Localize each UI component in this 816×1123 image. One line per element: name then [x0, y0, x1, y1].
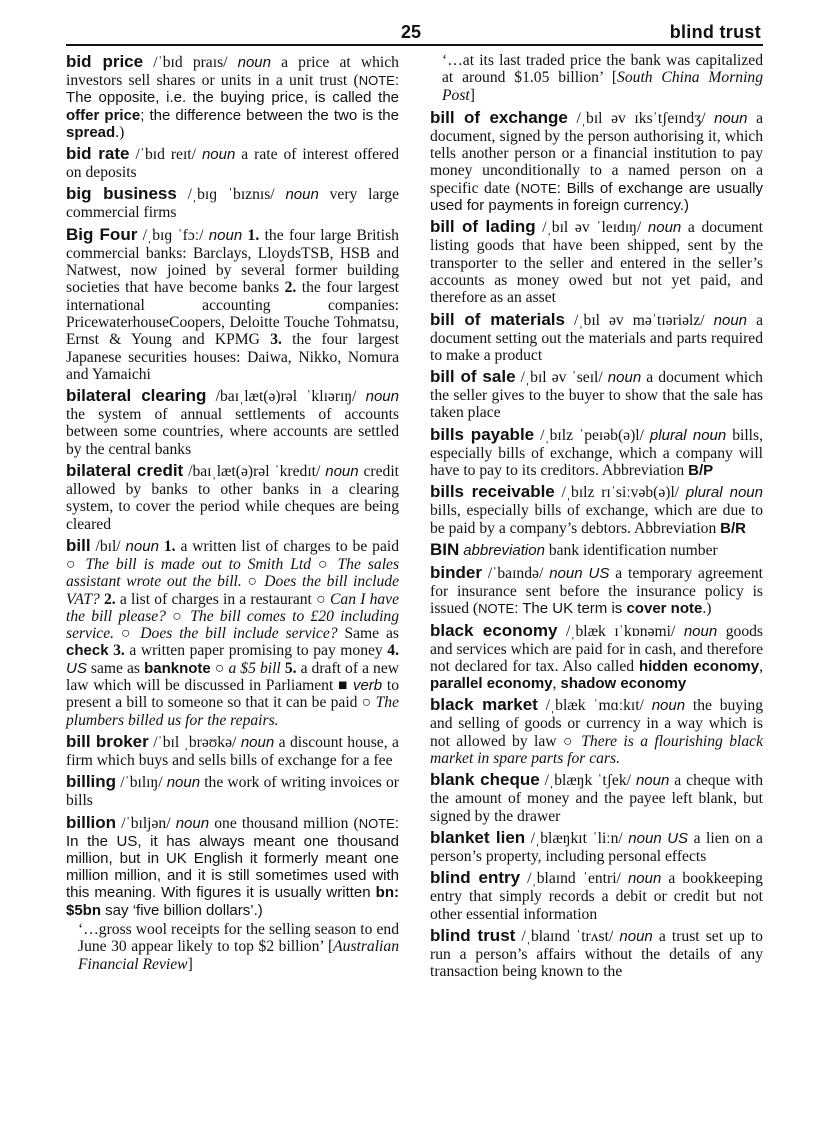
headword: bill of materials: [430, 309, 565, 329]
headword: Big Four: [66, 224, 138, 244]
page-header: [66, 20, 763, 46]
definition: the buying and selling of goods or currency in a way which is not allowed by law: [430, 697, 764, 750]
pronunciation: /ˌbɪɡ ˈfɔː/: [142, 226, 204, 244]
part-of-speech: noun: [651, 697, 686, 715]
headword: bill: [66, 535, 91, 555]
definition: the system of annual settlements of accounts between some countries, where accounts are settled by the central banks: [66, 406, 399, 458]
cross-reference: parallel economy: [430, 675, 553, 693]
dictionary-entry: [66, 225, 399, 383]
headword: billing: [66, 772, 117, 792]
citation-quote: [66, 921, 399, 973]
headword: blind trust: [430, 925, 516, 945]
note-label: NOTE: [520, 180, 557, 196]
headword: big business: [66, 184, 177, 204]
headword: billion: [66, 812, 117, 832]
headword: bilateral clearing: [66, 386, 207, 406]
dictionary-entry: [430, 563, 763, 618]
dictionary-entry: [430, 868, 763, 923]
headword: BIN: [430, 539, 460, 559]
part-of-speech: noun: [237, 54, 271, 71]
dictionary-entry: [66, 732, 399, 769]
headword: bill of exchange: [430, 107, 568, 127]
part-of-speech: noun: [627, 870, 662, 888]
headword: bid rate: [66, 144, 130, 164]
definition: a draft of a new law which will be discussed in Parliament: [66, 659, 400, 695]
part-of-speech: noun: [714, 109, 748, 127]
headword: black economy: [430, 620, 558, 640]
pronunciation: /ˌbɪɡ ˈbɪznɪs/: [187, 186, 275, 204]
part-of-speech: noun: [635, 772, 670, 790]
pronunciation: /ˌbɪlz ˈpeɪəb(ə)l/: [540, 426, 644, 444]
dictionary-entry: [66, 813, 399, 973]
part-of-speech: abbreviation: [463, 541, 545, 559]
example: The bill is made out to Smith Ltd: [85, 555, 312, 573]
cross-reference: banknote: [144, 659, 211, 677]
cross-reference: shadow economy: [560, 675, 687, 693]
example: a $5 bill: [228, 659, 281, 677]
note-text: : The UK term is: [514, 600, 627, 618]
headword: blank cheque: [430, 770, 540, 790]
headword: binder: [430, 562, 482, 582]
definition: a price at which investors sell shares or units in a unit trust (: [66, 54, 399, 89]
sense-number: 1.: [247, 226, 260, 244]
cross-reference: cover note: [626, 600, 703, 618]
definition: a temporary agreement for insurance sent before the insurance policy is issued (: [430, 564, 763, 618]
pronunciation: /ˌbɪlz rɪˈsiːvəb(ə)l/: [561, 484, 680, 502]
part-of-speech: plural noun: [649, 426, 727, 444]
note-text: say ‘five billion dollars’.): [101, 901, 263, 919]
part-of-speech: noun: [647, 219, 682, 237]
headword: bills payable: [430, 424, 535, 444]
example-separator: ○: [247, 573, 259, 591]
part-of-speech: noun: [208, 226, 243, 244]
definition: the four largest international accounting companies: PricewaterhouseCoopers, Deloitte Touche Tohmatsu, Ernst & Young and KPMG: [66, 279, 399, 349]
usage-label: US: [667, 829, 689, 847]
pronunciation: /bɪl/: [95, 537, 121, 555]
dictionary-entry: [430, 482, 763, 537]
pronunciation: /ˌblæŋkɪt ˈliːn/: [530, 829, 623, 847]
headword: bills receivable: [430, 482, 555, 502]
quote-text: ‘…gross wool receipts for the selling season to end June 30 appear likely to top $2 billion’ [: [78, 920, 399, 956]
separator: ,: [552, 675, 561, 693]
definition: a bookkeeping entry that simply records a debit or credit but not other essential information: [430, 870, 763, 923]
note-label: NOTE: [478, 601, 515, 617]
part-of-speech: noun: [201, 146, 236, 164]
cross-reference: spread: [66, 123, 116, 141]
quote-end: ]: [469, 86, 475, 104]
pronunciation: /ˌbɪl əv ɪksˈtʃeɪndʒ/: [576, 109, 706, 127]
part-of-speech: verb: [352, 677, 383, 695]
headword: bilateral credit: [66, 461, 184, 481]
sense-number: 1.: [163, 537, 176, 555]
dictionary-entry: [430, 367, 763, 422]
abbreviation: B/R: [720, 519, 746, 537]
part-of-speech: noun: [325, 463, 359, 481]
definition: a written paper promising to pay money: [129, 642, 383, 660]
dictionary-entry: [66, 386, 399, 458]
definition: the four large British commercial banks: Barclays, LloydsTSB, HSB and Natwest, now joined by several former building societies that have become banks: [66, 226, 399, 297]
part-of-speech: noun: [166, 774, 201, 792]
pronunciation: /ˈbɪl ˌbrəʊkə/: [153, 733, 237, 751]
headword: bill broker: [66, 731, 149, 751]
dictionary-entry: [66, 144, 399, 181]
example-separator: ○: [562, 732, 575, 750]
definition: a document, signed by the person authorising it, which tells another person or a financial institution to pay money unconditionally to a named person on a specific date (: [430, 109, 763, 197]
definition: a document listing goods that have been shipped, sent by the transporter to the seller and entered in the seller’s accounts as money owed but not yet paid, and therefore as an asset: [430, 219, 763, 307]
definition: a trust set up to run a person’s affairs without the details of any transaction being known to the: [430, 927, 763, 981]
note-text: : Bills of exchange are usually used for payments in foreign currency.): [430, 179, 763, 215]
example-separator: ○: [66, 555, 79, 573]
left-column: [66, 52, 399, 977]
example-separator: ○: [214, 659, 225, 677]
definition: a document which the seller gives to the buyer to show that the sale has taken place: [430, 369, 763, 422]
definition: very large commercial firms: [66, 186, 399, 222]
definition: the work of writing invoices or bills: [66, 774, 399, 810]
dictionary-entry: [430, 425, 763, 480]
cross-reference: bn: $5bn: [66, 884, 399, 919]
pronunciation: /ˌbɪl əv məˈtɪəriəlz/: [574, 311, 705, 329]
usage-label: US: [66, 659, 87, 677]
pronunciation: /ˌblæŋk ˈtʃek/: [544, 772, 631, 790]
definition: a written list of charges to be paid: [180, 537, 400, 555]
example: Does the bill include VAT?: [66, 573, 399, 608]
cross-reference: offer price: [66, 106, 141, 124]
headword: blanket lien: [430, 827, 526, 847]
note-text: : In the US, it has always meant one thousand million, but in UK English it formerly meant one million million, and it is still sometimes used with this meaning. With figures it is usually written: [66, 814, 399, 902]
quote-text: ‘…at its last traded price the bank was capitalized at around $1.05 billion’ [: [442, 52, 763, 87]
note-label: NOTE: [358, 815, 395, 831]
headword: bill of sale: [430, 367, 516, 387]
part-of-speech: noun: [549, 564, 583, 582]
dictionary-entry: [430, 621, 763, 693]
note-text: ; the difference between the two is the: [140, 106, 399, 124]
note-text: : The opposite, i.e. the buying price, is called the: [66, 72, 399, 107]
pronunciation: /ˈbɪd praɪs/: [153, 54, 228, 71]
sense-number: 2.: [104, 590, 116, 608]
part-of-speech: noun: [607, 369, 642, 387]
pronunciation: /baɪˌlæt(ə)rəl ˈkredɪt/: [188, 463, 321, 481]
pronunciation: /ˈbɪd reɪt/: [135, 146, 196, 164]
cross-reference: hidden economy: [638, 657, 760, 675]
dictionary-entry: [66, 184, 399, 221]
pronunciation: /ˌbɪl əv ˈleɪdɪŋ/: [542, 219, 642, 237]
pronunciation: /ˌblaɪnd ˈtrʌst/: [521, 927, 614, 945]
same-as: same as: [90, 659, 140, 677]
example: The plumbers billed us for the repairs.: [66, 694, 399, 729]
part-of-speech: plural noun: [685, 484, 763, 502]
pronunciation: /ˈbaɪndə/: [487, 564, 544, 582]
dictionary-entry: [430, 770, 763, 825]
dictionary-entry: [430, 540, 763, 560]
usage-label: US: [588, 564, 610, 582]
definition: a cheque with the amount of money and the payee left blank, but signed by the drawer: [430, 772, 763, 825]
part-of-speech: noun: [125, 537, 159, 555]
pronunciation: /ˈbɪlɪŋ/: [120, 774, 163, 792]
dictionary-entry: [66, 52, 399, 141]
sense-number: 4.: [387, 642, 399, 660]
note-end: .): [702, 600, 712, 618]
headword: bid price: [66, 52, 144, 71]
definition: credit allowed by banks to other banks in a clearing system, to cover the period while cheques are being cleared: [66, 463, 400, 533]
example: There is a flourishing black market in spare parts for cars.: [430, 732, 763, 768]
example-separator: ○: [316, 590, 326, 608]
sense-number: 2.: [284, 279, 297, 297]
running-head: blind trust: [669, 22, 761, 42]
quote-source: Australian Financial Review: [78, 938, 399, 973]
part-of-speech: noun: [713, 311, 748, 329]
example: Can I have the bill please?: [66, 590, 400, 625]
dictionary-entry: [430, 926, 763, 981]
definition: bills, especially bills of exchange, which a company will have to pay to its creditors. Abbreviation: [430, 426, 763, 480]
pronunciation: /ˌblæk ɪˈkɒnəmi/: [565, 622, 676, 640]
dictionary-entry: [430, 828, 763, 865]
sense-number: 5.: [284, 659, 297, 677]
cross-reference: check: [66, 642, 109, 660]
dictionary-entry: [430, 695, 763, 767]
pronunciation: /ˌbɪl əv ˈseɪl/: [520, 369, 603, 387]
dictionary-entry: [430, 310, 763, 365]
definition: a list of charges in a restaurant: [119, 590, 312, 608]
quote-end: ]: [187, 955, 193, 973]
part-of-speech: noun: [619, 927, 653, 945]
dictionary-entry: [430, 108, 763, 214]
pronunciation: /ˌblæk ˈmɑːkɪt/: [545, 697, 644, 715]
citation-quote: [430, 52, 763, 104]
sense-number: 3.: [270, 331, 282, 349]
dictionary-entry: [66, 461, 399, 533]
definition: bills, especially bills of exchange, which are due to be paid by a company’s debtors. Abbreviation: [430, 502, 763, 537]
part-of-speech: noun: [240, 733, 275, 751]
headword: blind entry: [430, 868, 521, 888]
example: The sales assistant wrote out the bill.: [66, 555, 400, 591]
definition: bank identification number: [548, 541, 718, 559]
definition: the four largest Japanese securities houses: Daiwa, Nikko, Nomura and Yamaichi: [66, 331, 399, 383]
definition: a document setting out the materials and parts required to make a product: [430, 311, 763, 364]
note-end: .): [115, 123, 125, 141]
definition: a discount house, a firm which buys and sells bills of exchange for a fee: [66, 733, 399, 769]
example-separator: ○: [318, 555, 331, 573]
part-of-speech: noun: [365, 388, 399, 406]
dictionary-entry: [430, 217, 763, 306]
right-column: [430, 52, 763, 983]
verb-marker: ■: [338, 677, 349, 695]
definition: goods and services which are paid for in cash, and therefore not declared for tax. Also called: [430, 622, 763, 675]
part-of-speech: noun: [175, 814, 210, 832]
definition: a rate of interest offered on deposits: [66, 146, 400, 182]
pronunciation: /baɪˌlæt(ə)rəl ˈklɪərɪŋ/: [215, 388, 357, 406]
page-number: 25: [401, 22, 422, 42]
part-of-speech: noun: [683, 622, 718, 640]
separator: ,: [759, 657, 763, 675]
example-separator: ○: [361, 694, 372, 712]
dictionary-entry: [66, 772, 399, 809]
example-separator: ○: [172, 607, 184, 625]
abbreviation: B/P: [688, 462, 714, 480]
example: Does the bill include service?: [140, 625, 338, 643]
part-of-speech: noun: [628, 829, 662, 847]
headword: black market: [430, 695, 538, 715]
quote-source: South China Morning Post: [442, 69, 763, 104]
definition: one thousand million (: [214, 814, 359, 832]
headword: bill of lading: [430, 217, 536, 237]
example: The bill comes to £20 including service.: [66, 607, 400, 643]
same-as: Same as: [344, 625, 399, 643]
definition: to present a bill to someone so that it can be paid: [66, 677, 400, 712]
part-of-speech: noun: [285, 186, 319, 204]
example-separator: ○: [120, 625, 134, 643]
note-label: NOTE: [358, 73, 395, 88]
definition: a lien on a person’s property, including personal effects: [430, 829, 763, 865]
pronunciation: /ˈbɪljən/: [121, 814, 171, 832]
pronunciation: /ˌblaɪnd ˈentri/: [527, 870, 621, 888]
sense-number: 3.: [113, 642, 125, 660]
dictionary-entry: [66, 536, 399, 729]
